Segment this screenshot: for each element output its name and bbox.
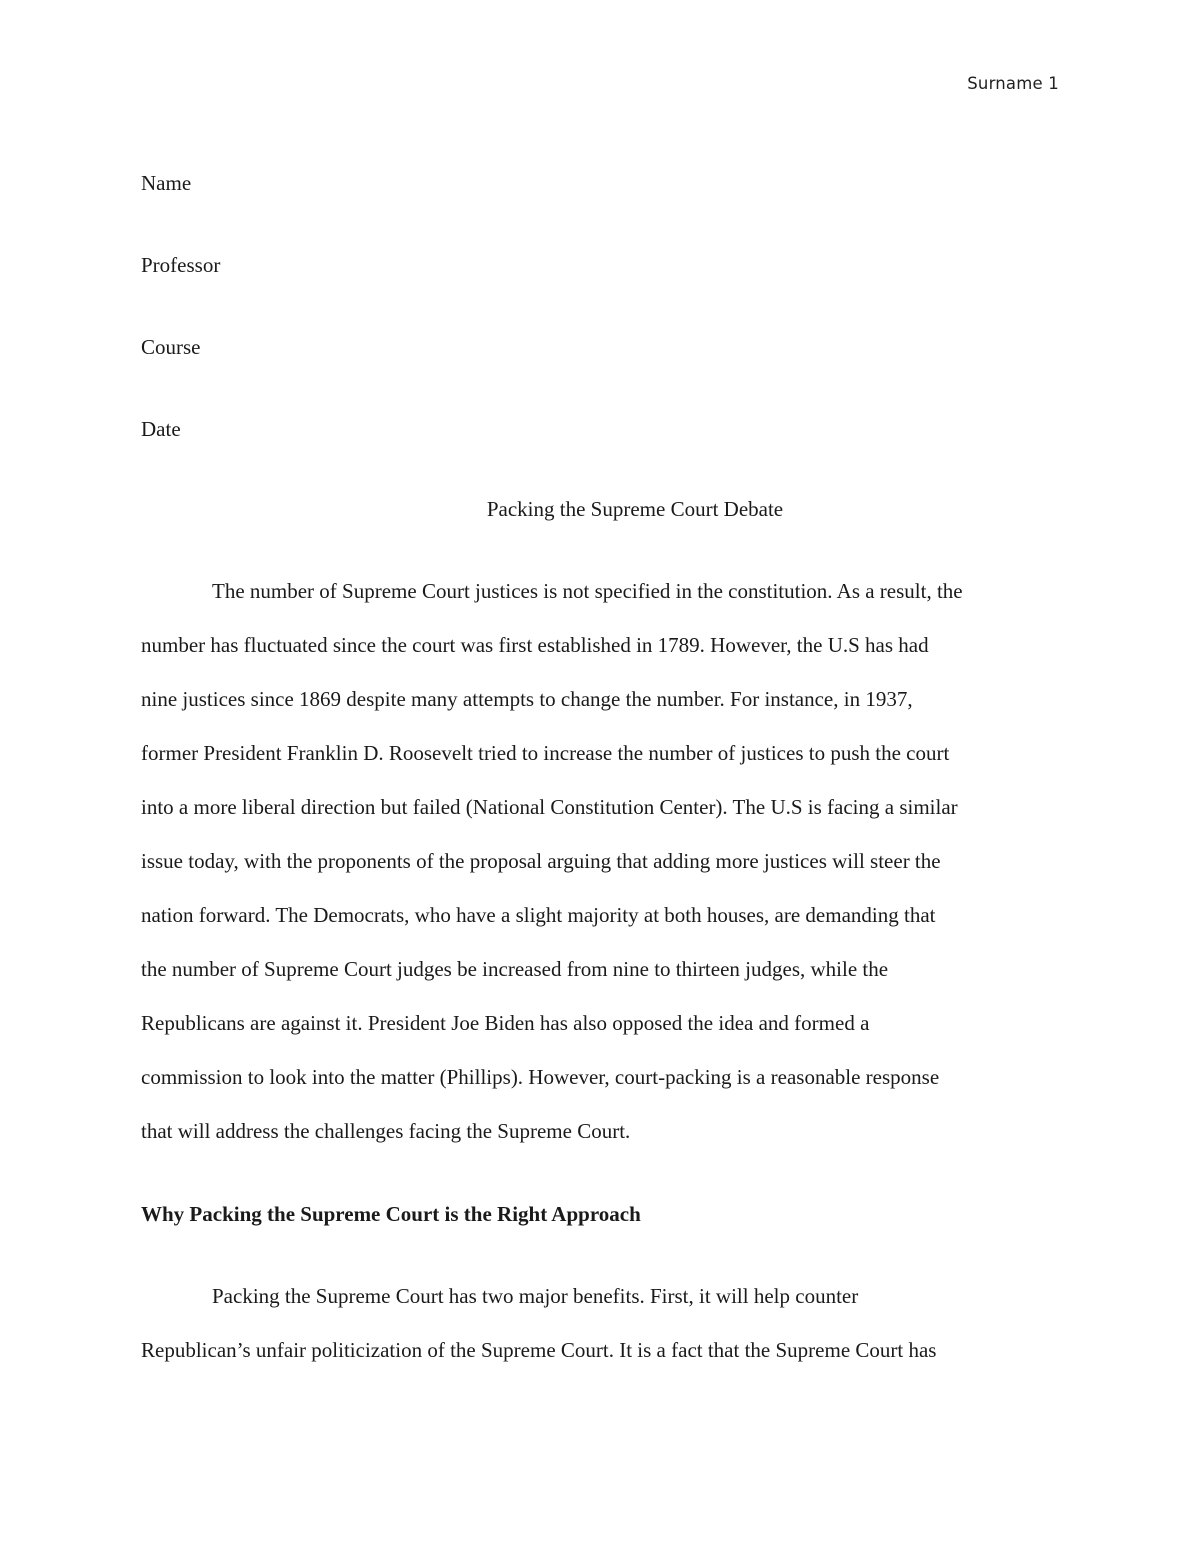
- paragraph-line: former President Franklin D. Roosevelt tried to increase the number of justices to push the court: [141, 741, 950, 765]
- paragraph-line: issue today, with the proponents of the proposal arguing that adding more justices will steer the: [141, 849, 941, 873]
- paragraph-benefits: [141, 1269, 1059, 1377]
- paragraph-line: commission to look into the matter (Phillips). However, court-packing is a reasonable response: [141, 1065, 940, 1089]
- paragraph-line: Republicans are against it. President Joe Biden has also opposed the idea and formed a: [141, 1011, 870, 1035]
- section-heading: Why Packing the Supreme Court is the Right Approach: [141, 1202, 641, 1226]
- paragraph-line: the number of Supreme Court judges be increased from nine to thirteen judges, while the: [141, 957, 889, 981]
- paragraph-line: The number of Supreme Court justices is not specified in the constitution. As a result, the: [212, 579, 963, 603]
- student-name: Name: [141, 171, 192, 195]
- date: Date: [141, 417, 181, 441]
- paragraph-line: nation forward. The Democrats, who have a slight majority at both houses, are demanding that: [141, 903, 936, 927]
- professor-name: Professor: [141, 253, 221, 277]
- paragraph-line: number has fluctuated since the court was first established in 1789. However, the U.S has had: [141, 633, 929, 657]
- course-name: Course: [141, 335, 201, 359]
- paragraph-line: that will address the challenges facing the Supreme Court.: [141, 1119, 631, 1143]
- running-head: Surname 1: [967, 74, 1059, 93]
- mla-heading-block: [141, 170, 1059, 498]
- paragraph-line: nine justices since 1869 despite many attempts to change the number. For instance, in 1937,: [141, 687, 913, 711]
- paragraph-line: Packing the Supreme Court has two major benefits. First, it will help counter: [212, 1284, 859, 1308]
- paragraph-line: into a more liberal direction but failed (National Constitution Center). The U.S is facing a similar: [141, 795, 958, 819]
- paragraph-line: Republican’s unfair politicization of the Supreme Court. It is a fact that the Supreme Court has: [141, 1338, 937, 1362]
- paper-title: Packing the Supreme Court Debate: [486, 497, 784, 521]
- paragraph-intro: [141, 564, 1059, 1158]
